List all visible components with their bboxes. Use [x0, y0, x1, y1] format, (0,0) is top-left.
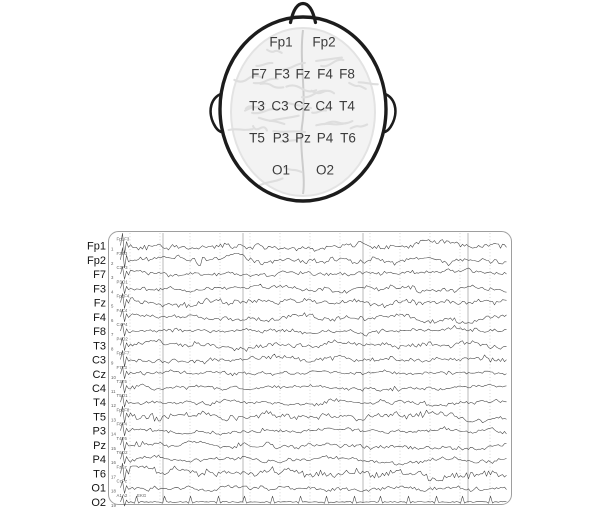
- channel-number-2: 2: [111, 260, 114, 266]
- channel-derivation-4: P3O1: [116, 279, 128, 285]
- electrode-label-Fz: Fz: [295, 66, 311, 82]
- channel-number-3: 3: [111, 275, 114, 281]
- channel-number-16: 16: [111, 460, 116, 466]
- nose: [291, 4, 316, 23]
- axis-label-T4: T4: [93, 397, 106, 410]
- axis-label-F4: F4: [93, 311, 106, 324]
- channel-derivation-14: F8T4: [116, 421, 127, 427]
- electrode-label-F4: F4: [317, 66, 333, 82]
- channel-derivation-17: FzCz: [116, 464, 127, 470]
- channel-derivation-8: P4O2: [116, 336, 128, 342]
- channel-derivation-7: C4P4: [116, 322, 128, 327]
- channel-derivation-2: F3C3: [116, 250, 128, 256]
- channel-number-6: 6: [111, 317, 114, 323]
- channel-derivation-3: C3P3: [116, 265, 128, 271]
- electrode-label-F8: F8: [339, 66, 355, 82]
- electrode-label-P4: P4: [316, 130, 334, 146]
- electrode-label-Fp1: Fp1: [269, 34, 293, 50]
- channel-derivation-6: F4C4: [116, 307, 128, 313]
- electrode-label-F3: F3: [274, 66, 290, 82]
- axis-label-O1: O1: [91, 482, 106, 495]
- channel-derivation-18: CzPz: [116, 478, 128, 484]
- channel-number-15: 15: [111, 446, 116, 451]
- eeg-panel: [87, 232, 511, 509]
- electrode-label-C3: C3: [271, 98, 289, 114]
- axis-label-Pz: Pz: [93, 440, 106, 452]
- channel-number-14: 14: [111, 431, 116, 437]
- electrode-label-T3: T3: [249, 98, 265, 114]
- channel-number-19: 19: [111, 502, 116, 508]
- axis-label-F7: F7: [93, 269, 106, 282]
- channel-derivation-15: T4T6: [116, 436, 127, 441]
- electrode-label-F7: F7: [251, 66, 267, 82]
- axis-label-C4: C4: [91, 383, 106, 395]
- axis-label-Fz: Fz: [93, 297, 106, 310]
- channel-number-11: 11: [111, 389, 116, 394]
- channel-number-17: 17: [111, 474, 116, 480]
- axis-label-O2: O2: [91, 496, 106, 509]
- channel-number-9: 9: [111, 360, 114, 366]
- axis-label-T3: T3: [93, 340, 106, 353]
- electrode-label-C4: C4: [315, 98, 333, 114]
- electrode-label-T4: T4: [339, 98, 355, 114]
- electrode-label-T5: T5: [249, 130, 265, 146]
- electrode-axis-labels: [87, 241, 106, 509]
- channel-number-8: 8: [111, 346, 114, 352]
- axis-label-P4: P4: [92, 454, 106, 467]
- electrode-label-O2: O2: [315, 162, 335, 178]
- channel-number-10: 10: [111, 374, 116, 380]
- channel-derivation-16: T6O2: [116, 450, 128, 456]
- channel-derivation-19: A1A2: [116, 492, 128, 498]
- channel-number-18: 18: [111, 488, 116, 494]
- channel-number-5: 5: [111, 303, 114, 309]
- channel-aux-label: EKG: [137, 492, 147, 498]
- axis-label-T6: T6: [93, 468, 106, 481]
- channel-number-13: 13: [111, 417, 116, 423]
- axis-label-F3: F3: [93, 283, 106, 296]
- channel-derivation-1: Fp1F3: [116, 236, 130, 242]
- channel-number-4: 4: [111, 289, 114, 295]
- electrode-label-P3: P3: [272, 130, 290, 146]
- channel-derivation-10: F7T3: [116, 364, 127, 370]
- electrode-label-Fp2: Fp2: [312, 34, 336, 50]
- channel-derivation-11: T3T5: [116, 379, 127, 384]
- axis-label-F8: F8: [93, 326, 106, 338]
- sulcus-line: [316, 123, 347, 125]
- axis-label-T5: T5: [93, 411, 106, 424]
- electrode-label-Pz: Pz: [295, 130, 311, 146]
- channel-number-12: 12: [111, 403, 116, 409]
- axis-label-C3: C3: [91, 354, 106, 367]
- electrode-label-T6: T6: [340, 130, 356, 146]
- head-diagram: [211, 4, 396, 202]
- channel-derivation-9: Fp1F7: [116, 350, 130, 356]
- axis-label-Fp1: Fp1: [87, 240, 106, 253]
- axis-label-Cz: Cz: [92, 368, 106, 381]
- channel-derivation-12: T5O1: [116, 393, 128, 399]
- channel-derivation-5: Fp2F4: [116, 293, 130, 299]
- channel-number-1: 1: [111, 246, 114, 252]
- channel-derivation-13: Fp2F8: [116, 407, 130, 413]
- axis-label-Fp2: Fp2: [87, 254, 106, 267]
- electrode-label-O1: O1: [271, 162, 291, 178]
- electrode-label-Cz: Cz: [293, 98, 311, 114]
- axis-label-P3: P3: [92, 425, 106, 438]
- channel-number-7: 7: [111, 332, 114, 337]
